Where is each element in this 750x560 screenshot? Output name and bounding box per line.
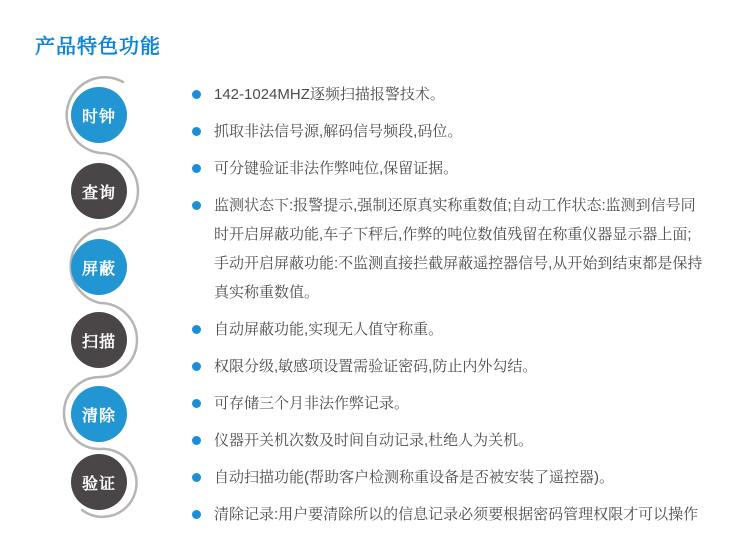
feature-text-line: 仪器开关机次数及时间自动记录,杜绝人为关机。 [214,432,534,449]
timeline-badge-label: 验证 [81,475,116,493]
feature-text-line: 权限分级,敏感项设置需验证密码,防止内外勾结。 [214,358,538,375]
feature-text-line: 手动开启屏蔽功能:不监测直接拦截屏蔽遥控器信号,从开始到结束都是保持 [214,255,703,272]
feature-text-line: 自动扫描功能(帮助客户检测称重设备是否被安装了遥控器)。 [214,469,614,486]
timeline-badge [71,239,127,295]
bullet-icon [192,90,201,99]
bullet-icon [192,399,201,408]
timeline-badge-label: 扫描 [81,333,116,351]
feature-text [214,315,443,344]
feature-item [192,389,740,418]
bullet-icon [192,436,201,445]
timeline-badge-label: 时钟 [81,108,116,126]
feature-text [214,500,698,529]
feature-text-line: 抓取非法信号源,解码信号频段,码位。 [214,123,463,140]
feature-item [192,80,740,109]
feature-timeline [0,0,200,560]
feature-text [214,389,409,418]
feature-item [192,315,740,344]
bullet-icon [192,473,201,482]
feature-text [214,426,533,455]
feature-text-line: 真实称重数值。 [214,284,320,301]
timeline-badge [71,87,127,143]
feature-text [214,154,458,183]
bullet-icon [192,164,201,173]
feature-text-line: 142-1024MHZ逐频扫描报警技术。 [214,86,445,103]
feature-list [192,80,740,537]
bullet-icon [192,127,201,136]
page-title: 产品特色功能 [35,36,161,58]
feature-text [214,191,702,307]
timeline-badge-label: 清除 [81,407,116,425]
feature-text [214,117,462,146]
timeline-badge [71,386,127,442]
feature-item [192,500,740,529]
feature-text [214,80,445,109]
feature-item [192,463,740,492]
feature-item [192,117,740,146]
bullet-icon [192,362,201,371]
feature-item [192,191,740,307]
bullet-icon [192,201,201,210]
feature-text-line: 清除记录:用户要清除所以的信息记录必须要根据密码管理权限才可以操作 [214,506,699,523]
feature-item [192,154,740,183]
feature-text [214,463,614,492]
feature-text-line: 监测状态下:报警提示,强制还原真实称重数值;自动工作状态:监测到信号同 [214,197,696,214]
feature-text-line: 可分键验证非法作弊吨位,保留证据。 [214,160,459,177]
feature-text-line: 可存储三个月非法作弊记录。 [214,395,410,412]
feature-item [192,426,740,455]
feature-item [192,352,740,381]
timeline-badge [71,163,127,219]
feature-text [214,352,537,381]
timeline-badge [71,312,127,368]
bullet-icon [192,325,201,334]
feature-text-line: 时开启屏蔽功能,车子下秤后,作弊的吨位数值残留在称重仪器显示器上面; [214,226,692,243]
timeline-badge-label: 查询 [81,184,116,202]
bullet-icon [192,510,201,519]
feature-text-line: 自动屏蔽功能,实现无人值守称重。 [214,321,444,338]
timeline-badge-label: 屏蔽 [81,260,116,278]
timeline-badge [71,454,127,510]
